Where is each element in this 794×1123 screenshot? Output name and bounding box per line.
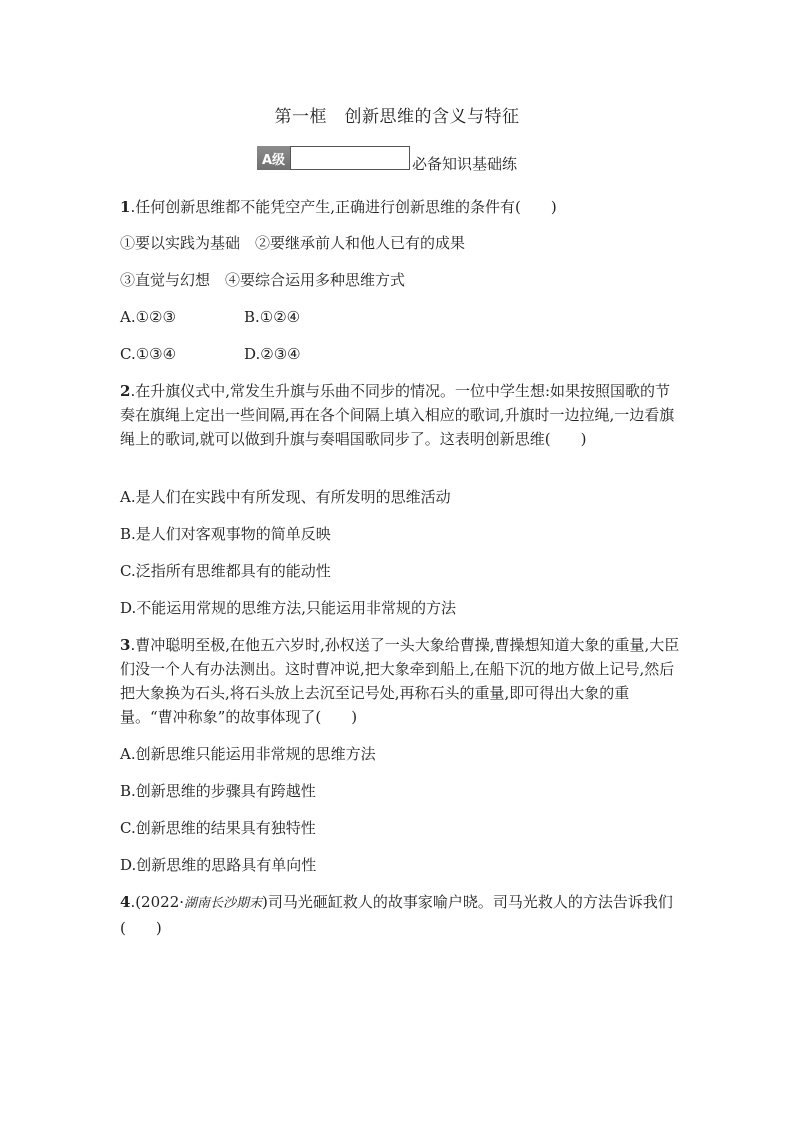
q1-options-row-2 bbox=[120, 342, 368, 366]
option-c[interactable]: C.泛指所有思维都具有的能动性 bbox=[120, 562, 331, 580]
question-number: 4 bbox=[120, 893, 131, 911]
level-badge: A级 bbox=[257, 146, 290, 170]
section-label: 必备知识基础练 bbox=[412, 154, 518, 173]
option-c[interactable]: C.①③④ bbox=[120, 345, 177, 363]
question-4 bbox=[120, 890, 680, 940]
option-a[interactable]: A.是人们在实践中有所发现、有所发明的思维活动 bbox=[120, 488, 451, 506]
option-c[interactable]: C.创新思维的结果具有独特性 bbox=[120, 819, 316, 837]
question-number: 3 bbox=[120, 636, 131, 654]
question-text: .任何创新思维都不能凭空产生,正确进行创新思维的条件有( ) bbox=[130, 198, 557, 216]
question-number: 1 bbox=[120, 198, 131, 216]
option-a[interactable]: A.创新思维只能运用非常规的思维方法 bbox=[120, 745, 376, 763]
page-title: 第一框 创新思维的含义与特征 bbox=[274, 107, 520, 127]
level-score-box bbox=[290, 146, 410, 170]
q1-statement-line-2: ③直觉与幻想 ④要综合运用多种思维方式 bbox=[120, 271, 406, 289]
option-b[interactable]: B.创新思维的步骤具有跨越性 bbox=[120, 782, 316, 800]
option-b[interactable]: B.是人们对客观事物的简单反映 bbox=[120, 525, 331, 543]
option-a[interactable]: A.①②③ bbox=[120, 308, 176, 326]
question-number: 2 bbox=[120, 382, 131, 400]
question-text: )司马光砸缸救人的故事家喻户晓。司马光救人的方法告诉我们( ) bbox=[120, 893, 673, 937]
option-d[interactable]: D.创新思维的思路具有单向性 bbox=[120, 856, 317, 874]
question-source-prefix: .(2022· bbox=[130, 893, 184, 911]
question-text: .曹冲聪明至极,在他五六岁时,孙权送了一头大象给曹操,曹操想知道大象的重量,大臣们没一个人有办法测出。这时曹冲说,把大象牵到船上,在船下沉的地方做上记号,然后把大象换为石头,将石头放上去沉至记号处,再称石头的重量,即可得出大象的重量。“曹冲称象”的故事体现了( ) bbox=[120, 636, 680, 726]
q1-options-row-1 bbox=[120, 305, 368, 329]
question-2 bbox=[120, 379, 680, 451]
section-header bbox=[257, 145, 517, 171]
question-1 bbox=[120, 195, 680, 219]
question-text: .在升旗仪式中,常发生升旗与乐曲不同步的情况。一位中学生想:如果按照国歌的节奏在旗绳上定出一些间隔,再在各个间隔上填入相应的歌词,升旗时一边拉绳,一边看旗绳上的歌词,就可以做到升旗与奏唱国歌同步了。这表明创新思维( ) bbox=[120, 382, 675, 448]
question-3 bbox=[120, 633, 680, 729]
question-source: 湖南长沙期末 bbox=[184, 896, 263, 911]
option-b[interactable]: B.①②④ bbox=[244, 308, 301, 326]
option-d[interactable]: D.不能运用常规的思维方法,只能运用非常规的方法 bbox=[120, 599, 457, 617]
option-d[interactable]: D.②③④ bbox=[244, 345, 301, 363]
q1-statement-line-1: ①要以实践为基础 ②要继承前人和他人已有的成果 bbox=[120, 234, 466, 252]
